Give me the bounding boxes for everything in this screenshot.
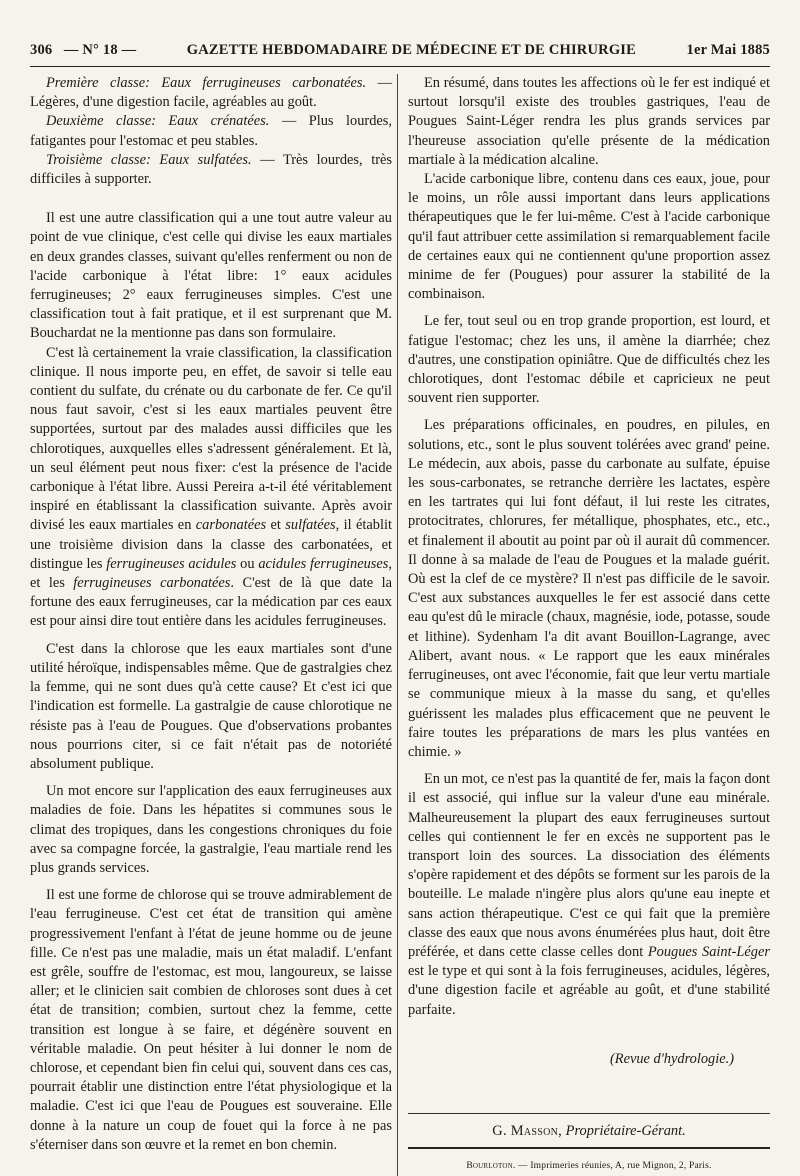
journal-title: GAZETTE HEBDOMADAIRE DE MÉDECINE ET DE CHIRURGIE: [186, 42, 637, 58]
paragraph: Un mot encore sur l'application des eaux ferrugineuses aux maladies de foie. Dans les hépatites si communes sous le climat des tropiques, dans les congestions chroniques du foie avec sa compagne forcée, la gastralgie, l'eau martiale rend les plus grands services.: [30, 783, 392, 876]
italic-run: carbonatées: [195, 517, 267, 534]
text-run: En un mot, ce n'est pas la quantité de fer, mais la façon dont il est associé, qui influe sur la valeur d'une eau minérale. Malheureusement la plupart des eaux ferrugineuses surtout celles qui contiennent le fer en excès ne supportent pas le transport loin des sources. La dissociation des éléments s'opère rapidement et des dépôts se forment sur les parois de la bouteille. Le malade n'ingère plus alors qu'une eau inepte et sans action thérapeutique. C'est ce qui fait que la première classe des eaux que nous avons énumérées plus haut, doit être préférée, et dans cette classe celles dont: [408, 771, 770, 960]
article-columns: [30, 74, 770, 1176]
source-citation: (Revue d'hydrologie.): [609, 1050, 734, 1067]
paragraph: Le fer, tout seul ou en trop grande proportion, est lourd, et fatigue l'estomac; chez les uns, il amène la diarrhée; chez d'autres, une constipation opiniâtre. Que de difficultés chez les chlorotiques, dont l'estomac débile et capricieux ne peut souvent rien supporter.: [408, 313, 770, 407]
header-rule: [30, 66, 770, 67]
class-1: [30, 74, 392, 112]
left-column: [30, 74, 392, 1176]
italic-run: ferrugineuses carbonatées: [73, 575, 231, 592]
printer-line: [408, 1149, 770, 1176]
italic-run: sulfatées: [285, 517, 336, 534]
page-number: 306: [30, 42, 53, 58]
signature-name: G. Masson,: [492, 1122, 563, 1139]
signature-title: Propriétaire-Gérant.: [565, 1122, 686, 1139]
text-run: et: [266, 517, 286, 534]
italic-run: ferrugineuses acidules: [106, 555, 237, 572]
italic-run: acidules ferrugineuses: [258, 555, 389, 572]
text-run: . C'est de là que date la fortune des eaux ferrugineuses, car la médication par ces eaux est pour ainsi dire tout entière dans les acidules ferrugineuses.: [30, 575, 392, 630]
paragraph: L'acide carbonique libre, contenu dans ces eaux, joue, pour le moins, un rôle aussi important dans leurs applications thérapeutiques que le fer lui-même. C'est à l'acide carbonique qu'il faut attribuer cette assimilation si remarquablement facile de certaines eaux qui ne contiennent qu'une proportion assez minime de fer (Pougues) pour assurer la stabilité de la combinaison.: [408, 171, 770, 303]
class-3-label: Troisième classe: Eaux sulfatées.: [46, 151, 252, 168]
paragraph: C'est dans la chlorose que les eaux martiales sont d'une utilité héroïque, indispensables même. Que de gastralgies chez la femme, qui ne sont dues qu'à cette cause? Et c'est ici que l'indication est formelle. La gastralgie de cause chlorotique ne résiste pas à l'eau de Pougues. Que d'observations probantes nous pourrions citer, si ce fait n'était pas de notoriété absolument publique.: [30, 640, 392, 772]
class-3-text: — Très lourdes, très difficiles à supporter.: [30, 151, 393, 188]
text-run: , il établit une troisième division dans la classe des carbonatées, et distingue les: [30, 517, 392, 572]
header-left: [30, 42, 136, 59]
printer-address: — Imprimeries réunies, A, rue Mignon, 2, Paris.: [515, 1161, 712, 1172]
text-run: est le type et qui sont à la fois ferrugineuses, acidules, légères, d'une digestion facile et agréable au goût, et d'une stabilité parfaite.: [408, 963, 770, 1018]
issue-date: 1er Mai 1885: [686, 42, 770, 58]
signature: [408, 1114, 770, 1147]
class-1-text: — Légères, d'une digestion facile, agréables au goût.: [30, 75, 392, 111]
text-run: , et les: [30, 555, 392, 592]
class-1-label: Première classe: Eaux ferrugineuses carbonatées.: [46, 75, 367, 91]
paragraph: [30, 344, 392, 632]
paragraph: Il est une autre classification qui a une tout autre valeur au point de vue clinique, c'est celle qui divise les eaux martiales en deux grandes classes, suivant qu'elles renferment ou non de l'acide carbonique à l'état libre: 1° eaux acidules ferrugineuses; 2° eaux ferrugineuses simples. C'est une classification tout à fait pratique, et il est surprenant que M. Bouchardat ne la mentionne pas dans son formulaire.: [30, 210, 392, 342]
issue-number: — N° 18 —: [63, 42, 137, 58]
paragraph: Les préparations officinales, en poudres, en pilules, en solutions, etc., sont le plus souvent tolérées avec grand' peine. Le médecin, aux abois, passe du carbonate au sulfate, épuise les sous-carbonates, se retranche derrière les lactates, espère en les tartrates qui lui font défaut, il lui reste les citrates, protocitrates, chlorures, fer métallique, phosphates, etc., etc., et finalement il aboutit au point par où il aurait dû commencer. Il donne à sa malade de l'eau de Pougues et la malade guérit. Où est la clef de ce mystère? Il n'est pas difficile de le savoir. C'est aux substances auxquelles le fer est associé dans cette eau qu'est dû le miracle (chaux, magnésie, iode, potasse, soude et lithine). Sydenham l'a dit avant Bouillon-Lagrange, avec Alibert, avant nous. « Le rapport que les eaux minérales ferrugineuses, ont avec l'économie, fait que leur vertu martiale se communique mieux à la masse du sang, et qu'elles guérissent les malades plus efficacement que ne peuvent le faire toutes les préparations de mars les plus vantées en chimie. »: [408, 417, 770, 760]
italic-run: Pougues Saint-Léger: [647, 943, 770, 960]
class-2-label: Deuxième classe: Eaux crénatées.: [46, 113, 270, 130]
class-3: [30, 151, 392, 189]
text-run: ou: [236, 555, 259, 572]
class-2-text: — Plus lourdes, fatigantes pour l'estomac et peu stables.: [30, 113, 392, 149]
text-run: C'est là certainement la vraie classification, la classification clinique. Il nous importe peu, en effet, de savoir si telle eau contient du sulfate, du crénate ou du carbonate de fer. Ce qu'il nous faut savoir, c'est si les eaux martiales peuvent être supportées, surtout par des malades aussi difficiles que les chlorotiques, auxquelles elles s'adressent généralement. Et là, un seul élément peut nous fixer: c'est la présence de l'acide carbonique à l'état libre. Aussi Pereira a-t-il été véritablement inspiré en établissant la classification suivante. Après avoir divisé les eaux martiales en: [30, 344, 392, 534]
right-column: [397, 74, 770, 1176]
paragraph: En résumé, dans toutes les affections où le fer est indiqué et surtout lorsqu'il existe des troubles gastriques, l'eau de Pougues Saint-Léger rendra les plus grands services par l'heureuse association qu'elle présente de la médication martiale à la médication alcaline.: [408, 75, 770, 168]
paragraph: Il est une forme de chlorose qui se trouve admirablement de l'eau ferrugineuse. C'est cet état de transition qui amène progressivement l'enfant à l'état de jeune homme ou de jeune fille. Ce n'est pas une maladie, mais un état maladif. L'enfant est grêle, souffre de l'estomac, est mou, langoureux, se laisse aller; et le clinicien sait combien de chloroses sont dues à cet état de transition; combien, surtout chez la femme, cette transition est longue à se faire, et dégénère souvent en véritable maladie. On peut hésiter à lui donner le nom de chlorose, et cependant bien fin celui qui, souvent dans ces cas, pourrait établir une distinction entre l'état physiologique et la maladie. C'est ici que l'eau de Pougues est souveraine. Elle donne à la nature un coup de fouet qui la force à ne pas s'éterniser dans son œuvre et la remet en bon chemin.: [30, 887, 392, 1153]
printer-name: Bourloton.: [466, 1161, 516, 1172]
paragraph: [408, 770, 770, 1020]
page-header: [30, 42, 770, 64]
class-2: [30, 112, 392, 150]
